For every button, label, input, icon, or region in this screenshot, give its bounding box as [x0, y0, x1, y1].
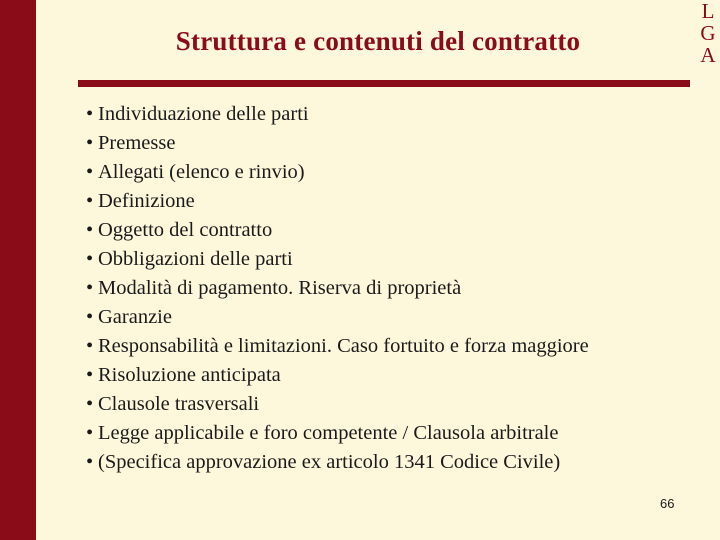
list-item [86, 158, 589, 187]
logo-letter-g: G [700, 21, 716, 45]
bullet-icon: • [86, 103, 94, 125]
bullet-icon: • [86, 393, 94, 415]
slide-title: Struttura e contenuti del contratto [175, 26, 581, 56]
logo-letter-l: L [701, 0, 715, 23]
list-item-text: Modalità di pagamento. Riserva di proprietà [98, 277, 462, 299]
list-item [86, 274, 589, 303]
bullet-icon: • [86, 451, 94, 473]
list-item [86, 390, 589, 419]
left-accent-bar [0, 0, 36, 540]
bullet-icon: • [86, 161, 94, 183]
list-item [86, 303, 589, 332]
list-item-text: Definizione [98, 190, 195, 212]
list-item-text: Obbligazioni delle parti [98, 248, 293, 270]
bullet-icon: • [86, 422, 94, 444]
list-item [86, 216, 589, 245]
list-item-text: Allegati (elenco e rinvio) [98, 161, 305, 183]
list-item [86, 361, 589, 390]
list-item [86, 129, 589, 158]
list-item-text: Garanzie [98, 306, 172, 328]
list-item [86, 187, 589, 216]
bullet-icon: • [86, 335, 94, 357]
list-item [86, 245, 589, 274]
list-item-text: Individuazione delle parti [98, 103, 309, 125]
bullet-icon: • [86, 132, 94, 154]
bullet-icon: • [86, 248, 94, 270]
bullet-icon: • [86, 219, 94, 241]
bullet-icon: • [86, 364, 94, 386]
list-item-text: Clausole trasversali [98, 393, 260, 415]
bullet-list [86, 100, 589, 477]
page-number: 66 [660, 496, 675, 511]
list-item-text: Legge applicabile e foro competente / Clausola arbitrale [98, 422, 559, 444]
bullet-icon: • [86, 277, 94, 299]
list-item-text: Oggetto del contratto [98, 219, 273, 241]
list-item-text: Responsabilità e limitazioni. Caso fortuito e forza maggiore [98, 335, 589, 357]
list-item-text: Risoluzione anticipata [98, 364, 281, 386]
bullet-icon: • [86, 306, 94, 328]
list-item [86, 419, 589, 448]
logo-letter-a: A [700, 43, 716, 67]
list-item [86, 332, 589, 361]
list-item [86, 100, 589, 129]
list-item-text: Premesse [98, 132, 176, 154]
list-item-text: (Specifica approvazione ex articolo 1341 Codice Civile) [98, 451, 561, 473]
title-underline [78, 80, 690, 87]
list-item [86, 448, 589, 477]
bullet-icon: • [86, 190, 94, 212]
